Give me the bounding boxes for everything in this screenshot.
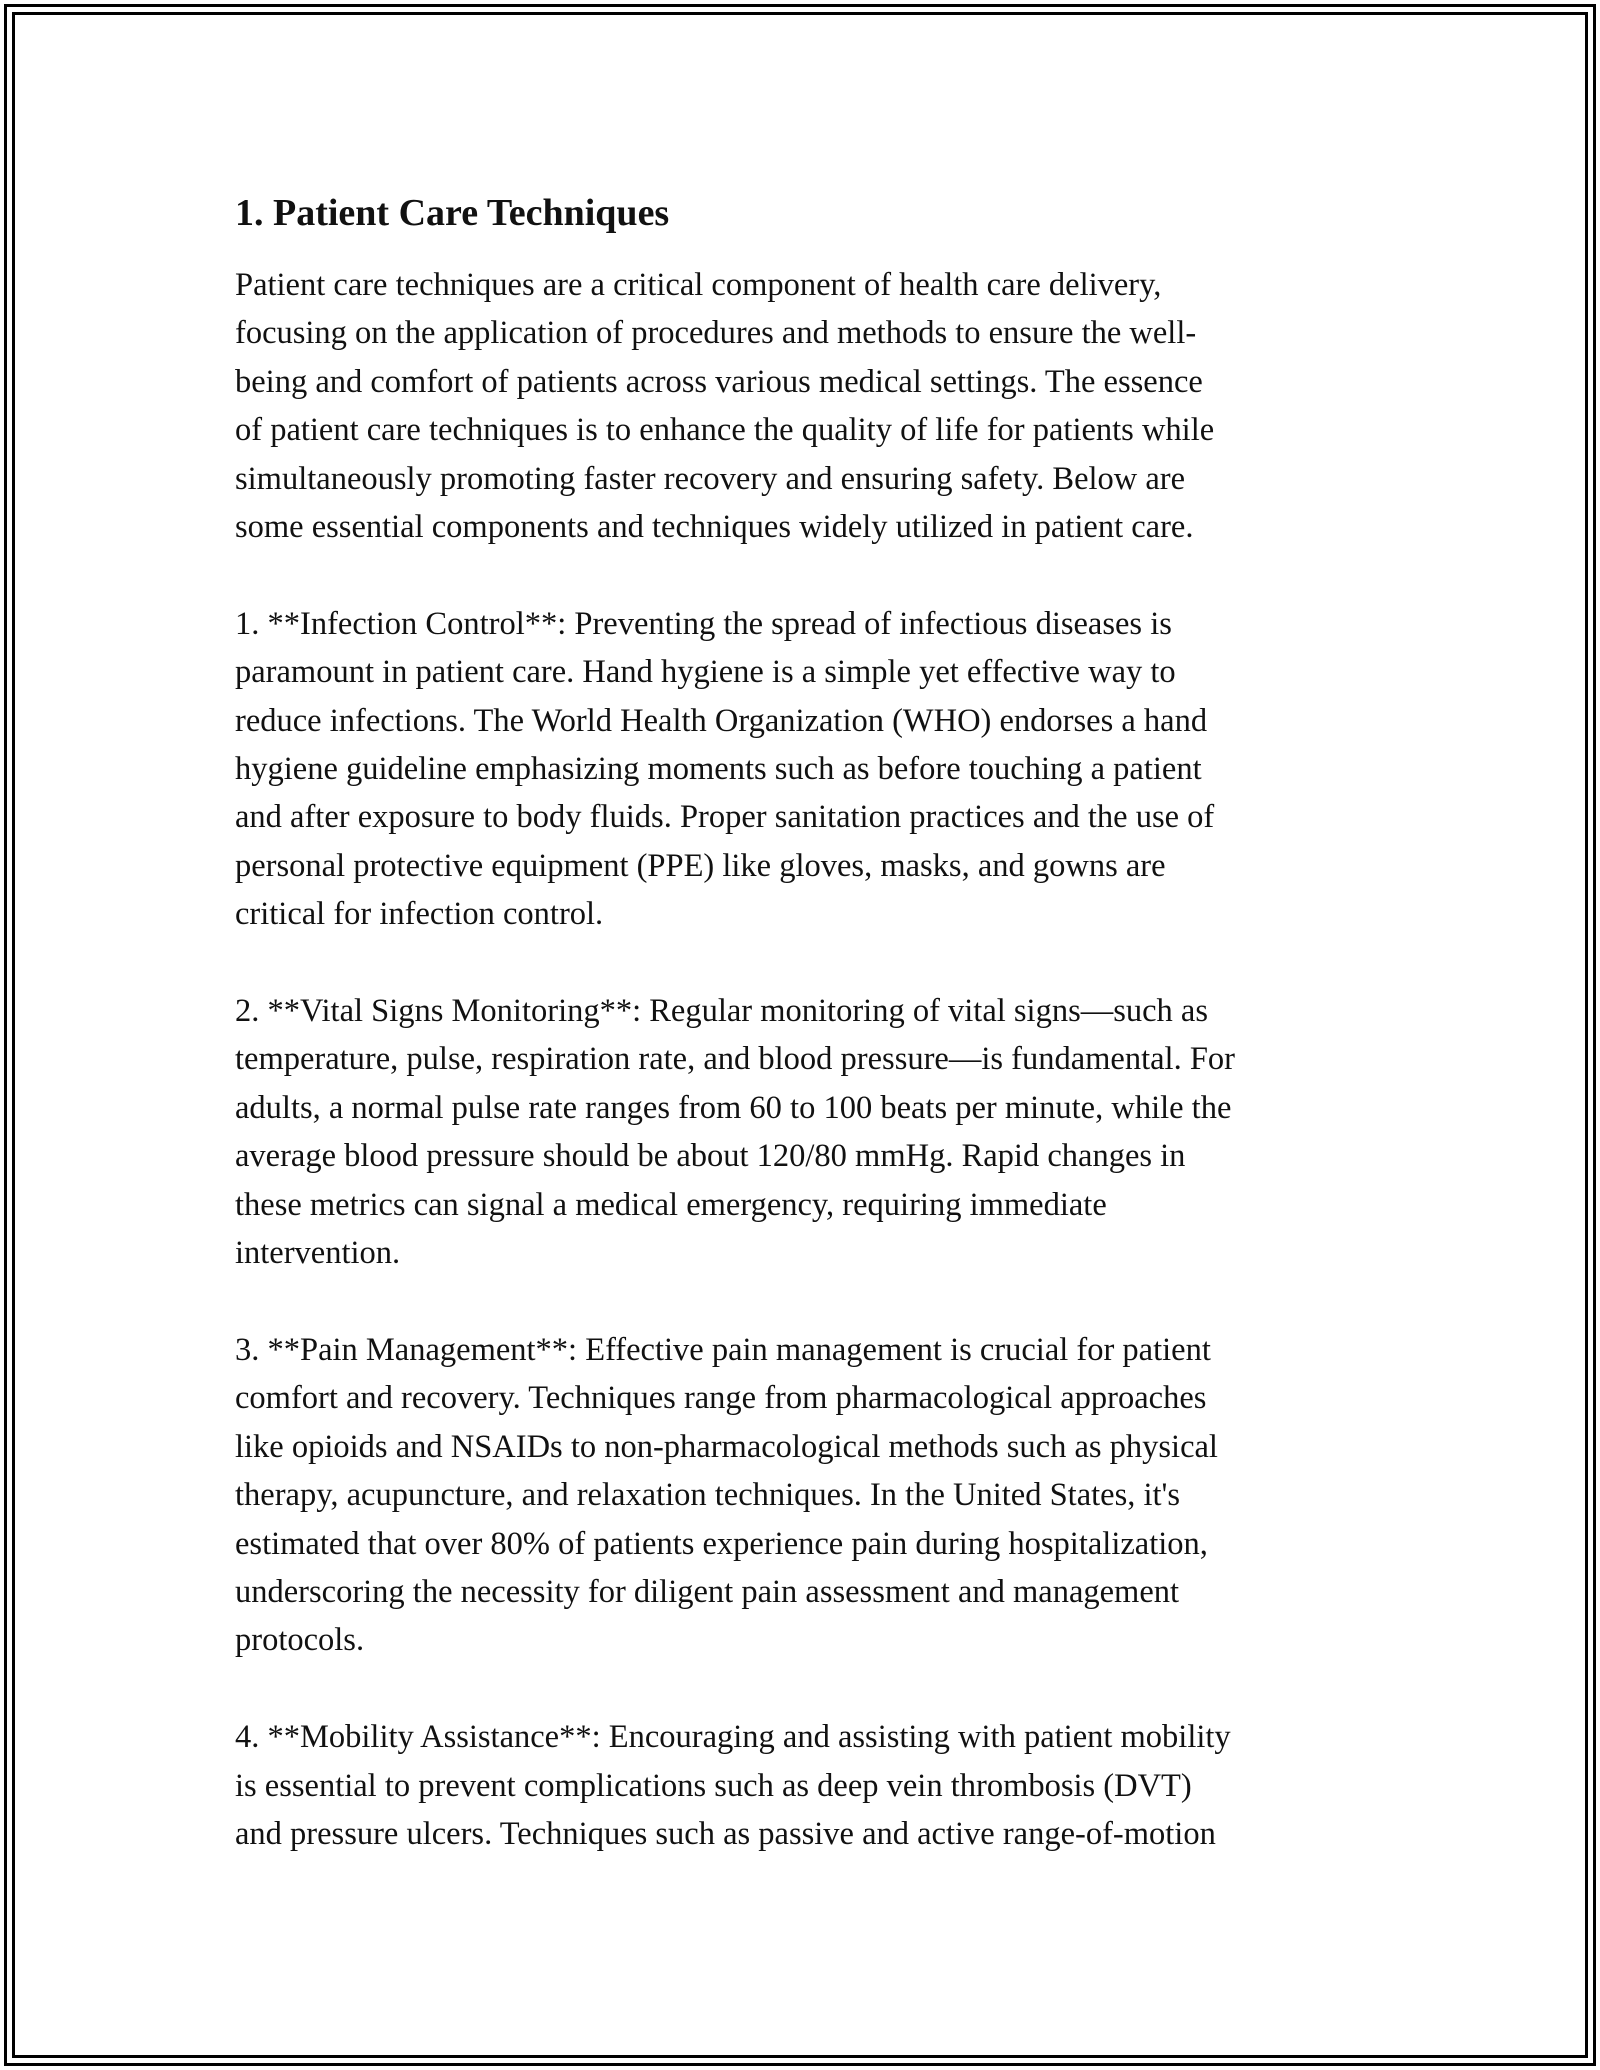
mobility-assistance-paragraph: 4. **Mobility Assistance**: Encouraging and assisting with patient mobility is essential to prevent complications such as deep vein thrombosis (DVT) and pressure ulcers. Techniques such as passive and active range-of-motion: [235, 1719, 1231, 1852]
infection-control-paragraph: 1. **Infection Control**: Preventing the spread of infectious diseases is paramount in patient care. Hand hygiene is a simple yet effective way to reduce infections. The World Health Organization (WHO) endorses a hand hygiene guideline emphasizing moments such as before touching a patient and after exposure to body fluids. Proper sanitation practices and the use of personal protective equipment (PPE) like gloves, masks, and gowns are critical for infection control.: [235, 605, 1215, 933]
document-body: [235, 183, 1375, 1907]
intro-paragraph: Patient care techniques are a critical component of health care delivery, focusing on the application of procedures and methods to ensure the well- being and comfort of patients across various medical settings. The essence of patient care techniques is to enhance the quality of life for patients while simultaneously promoting faster recovery and ensuring safety. Below are some essential components and techniques widely utilized in patient care.: [235, 267, 1215, 546]
vital-signs-paragraph: 2. **Vital Signs Monitoring**: Regular monitoring of vital signs—such as temperature, pulse, respiration rate, and blood pressure—is fundamental. For adults, a normal pulse rate ranges from 60 to 100 beats per minute, while the average blood pressure should be about 120/80 mmHg. Rapid changes in these metrics can signal a medical emergency, requiring immediate intervention.: [235, 993, 1235, 1272]
pain-management-paragraph: 3. **Pain Management**: Effective pain management is crucial for patient comfort and recovery. Techniques range from pharmacological approaches like opioids and NSAIDs to non-pharmacological methods such as physical therapy, acupuncture, and relaxation techniques. In the United States, it's estimated that over 80% of patients experience pain during hospitalization, underscoring the necessity for diligent pain assessment and management protocols.: [235, 1331, 1218, 1659]
section-heading: 1. Patient Care Techniques: [235, 192, 670, 234]
